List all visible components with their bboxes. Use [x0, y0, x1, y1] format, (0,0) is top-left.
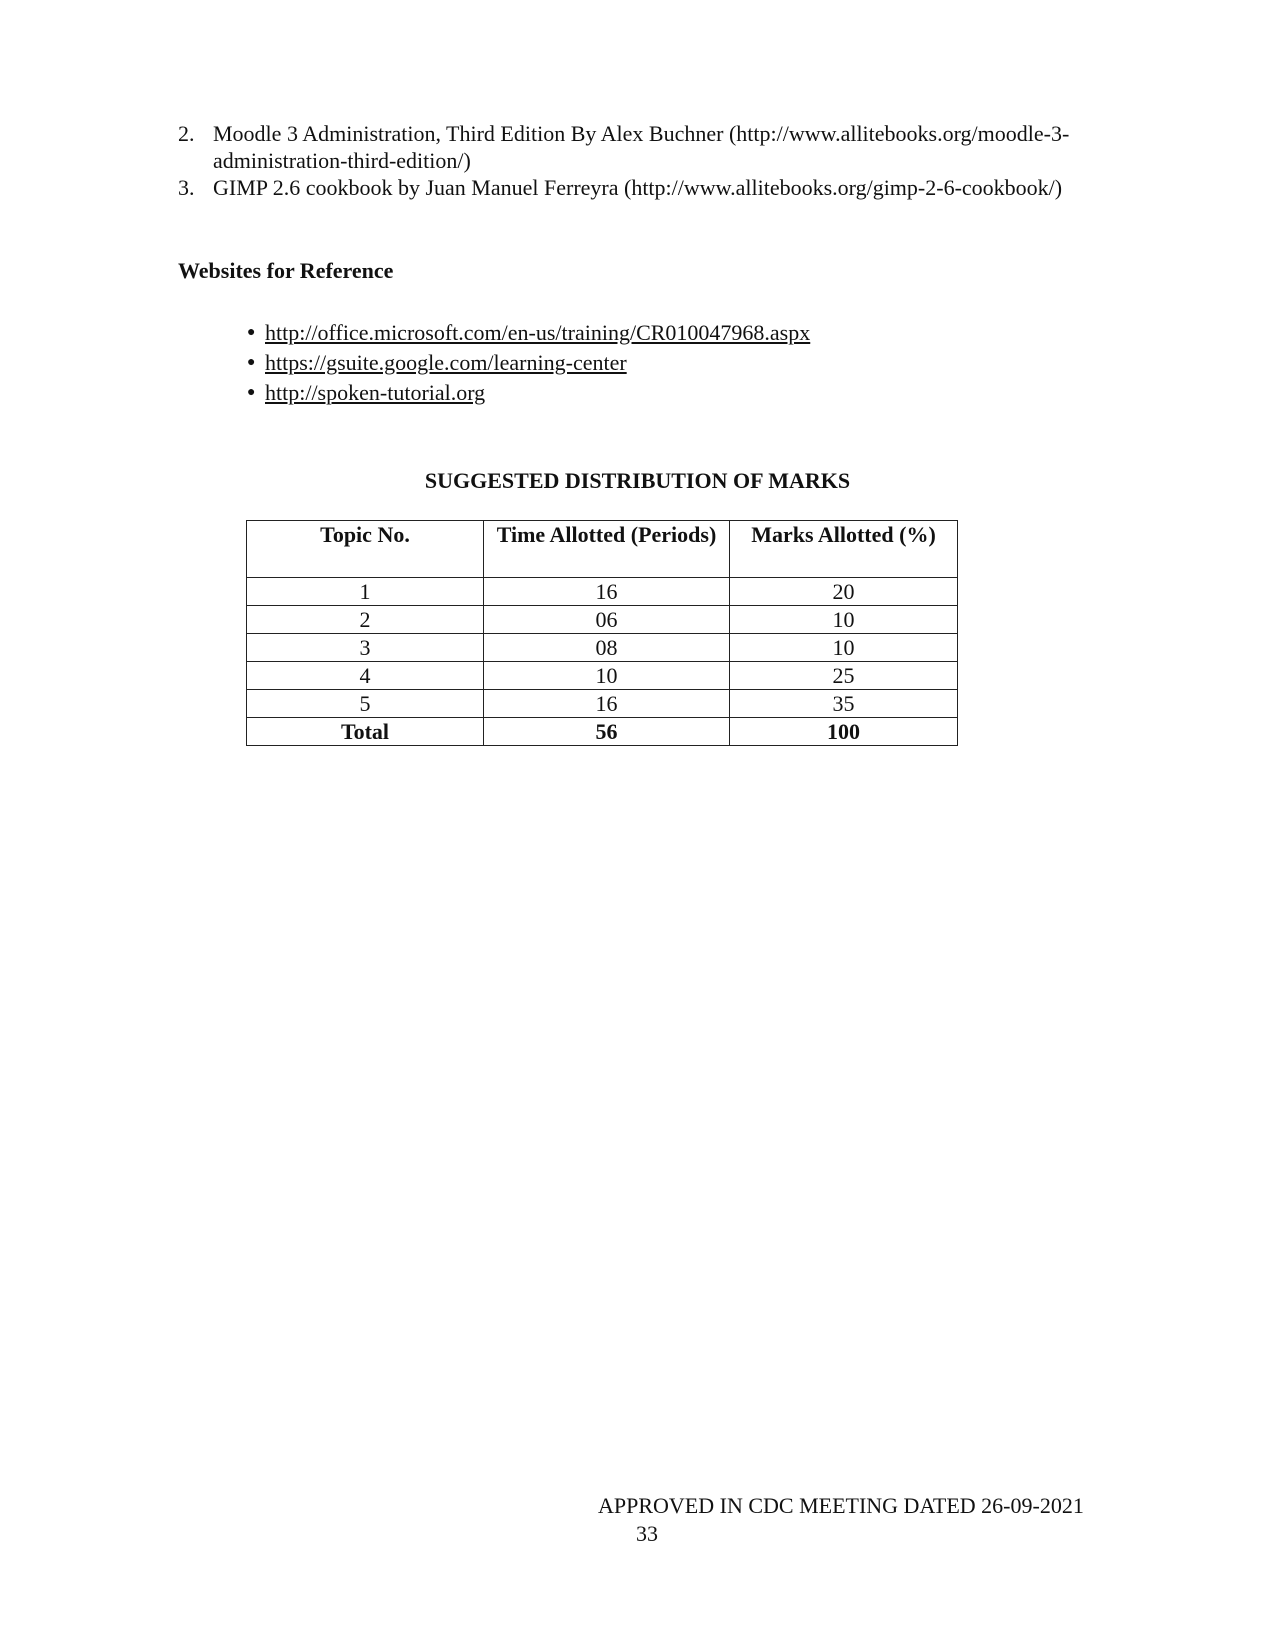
- cell-time: 16: [484, 690, 730, 718]
- website-item: [247, 318, 810, 348]
- header-marks-allotted: Marks Allotted (%): [730, 521, 958, 578]
- website-list: [247, 318, 810, 408]
- cell-marks: 25: [730, 662, 958, 690]
- cell-topic: 2: [247, 606, 484, 634]
- cell-topic: 1: [247, 578, 484, 606]
- bullet-icon: ●: [247, 355, 256, 370]
- reference-number: 2.: [178, 121, 195, 146]
- marks-distribution-table: [246, 520, 958, 746]
- table-total-row: [247, 718, 958, 746]
- cell-topic: 3: [247, 634, 484, 662]
- header-topic-no: Topic No.: [247, 521, 484, 578]
- table-title: SUGGESTED DISTRIBUTION OF MARKS: [424, 468, 851, 493]
- reference-item: [178, 174, 1138, 201]
- reference-list: [178, 120, 1138, 201]
- header-time-allotted: Time Allotted (Periods): [484, 521, 730, 578]
- bullet-icon: ●: [247, 325, 256, 340]
- page-number: 33: [636, 1521, 658, 1546]
- cell-total-marks: 100: [730, 718, 958, 746]
- website-link[interactable]: http://office.microsoft.com/en-us/training/CR010047968.aspx: [265, 320, 811, 345]
- cell-marks: 20: [730, 578, 958, 606]
- table-row: [247, 578, 958, 606]
- cell-marks: 35: [730, 690, 958, 718]
- website-item: [247, 348, 810, 378]
- table-row: [247, 662, 958, 690]
- cell-time: 10: [484, 662, 730, 690]
- websites-heading: Websites for Reference: [178, 258, 394, 283]
- cell-marks: 10: [730, 606, 958, 634]
- cell-time: 16: [484, 578, 730, 606]
- reference-number: 3.: [178, 175, 195, 200]
- cell-topic: 4: [247, 662, 484, 690]
- cell-total-time: 56: [484, 718, 730, 746]
- table-row: [247, 606, 958, 634]
- cell-topic: 5: [247, 690, 484, 718]
- reference-item: [178, 120, 1138, 174]
- cell-time: 08: [484, 634, 730, 662]
- website-link[interactable]: http://spoken-tutorial.org: [265, 380, 486, 405]
- bullet-icon: ●: [247, 385, 256, 400]
- cell-marks: 10: [730, 634, 958, 662]
- reference-text: Moodle 3 Administration, Third Edition By Alex Buchner (http://www.allitebooks.org/moodle-3-administration-third-edition/): [213, 121, 1070, 173]
- cell-total-label: Total: [247, 718, 484, 746]
- table-header-row: [247, 521, 958, 578]
- approval-footer: APPROVED IN CDC MEETING DATED 26-09-2021: [598, 1493, 1084, 1518]
- reference-text: GIMP 2.6 cookbook by Juan Manuel Ferreyra (http://www.allitebooks.org/gimp-2-6-cookbook/): [213, 175, 1063, 200]
- cell-time: 06: [484, 606, 730, 634]
- website-item: [247, 378, 810, 408]
- website-link[interactable]: https://gsuite.google.com/learning-center: [265, 350, 627, 375]
- table-row: [247, 690, 958, 718]
- table-row: [247, 634, 958, 662]
